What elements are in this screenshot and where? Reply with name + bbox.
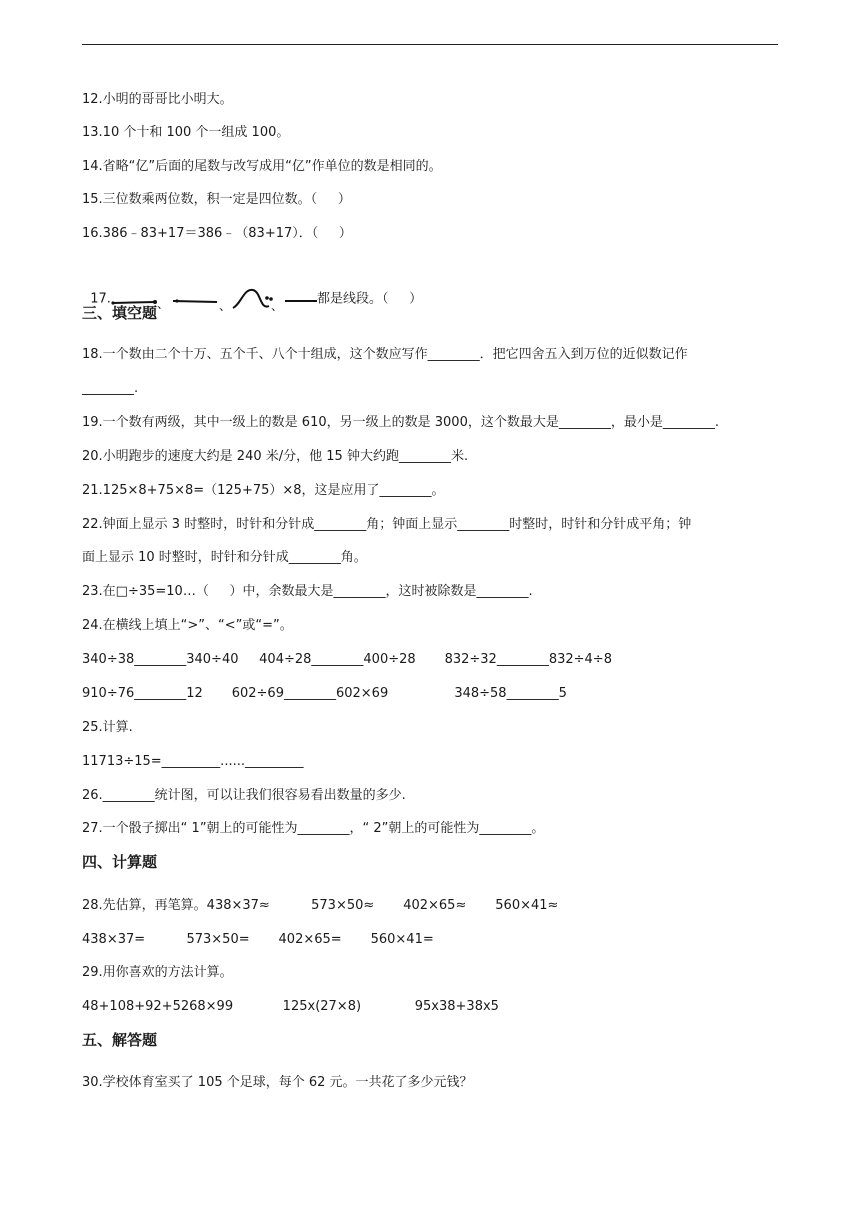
question-16: 16.386﹣83+17＝386﹣（83+17）．（ ） bbox=[82, 226, 352, 241]
question-28: 28.先估算，再笔算。438×37≈ 573×50≈ 402×65≈ 560×41≈ bbox=[82, 898, 559, 913]
question-24-row-2: 910÷76________12 602÷69________602×69 348÷58________5 bbox=[82, 686, 567, 701]
question-17-text: 都是线段。（ ） bbox=[316, 291, 423, 307]
question-15: 15.三位数乘两位数，积一定是四位数。（ ） bbox=[82, 192, 351, 207]
question-29: 29.用你喜欢的方法计算。 bbox=[82, 965, 233, 980]
question-17-number: 17. bbox=[90, 291, 111, 307]
question-30: 30.学校体育室买了 105 个足球，每个 62 元。一共花了多少元钱？ bbox=[82, 1075, 473, 1090]
section-heading-word-problems: 五、解答题 bbox=[82, 1031, 158, 1049]
header-rule bbox=[82, 44, 778, 45]
question-20: 20.小明跑步的速度大约是 240 米/分，他 15 钟大约跑________米. bbox=[82, 449, 469, 464]
question-18: 18.一个数由二个十万、五个千、八个十组成，这个数应写作________．把它四舍五入到万位的近似数记作 bbox=[82, 347, 688, 362]
question-24-row-1: 340÷38________340÷40 404÷28________400÷28 832÷32________832÷4÷8 bbox=[82, 652, 612, 667]
question-21: 21.125×8+75×8=（125+75）×8，这是应用了________。 bbox=[82, 483, 445, 498]
question-22-cont: 面上显示 10 时整时，时针和分针成________角。 bbox=[82, 550, 367, 565]
question-23: 23.在□÷35=10…（ ）中，余数最大是________，这时被除数是________. bbox=[82, 584, 533, 599]
question-22: 22.钟面上显示 3 时整时，时针和分针成________角；钟面上显示________时整时，时针和分针成平角；钟 bbox=[82, 517, 692, 532]
figure-curve bbox=[233, 290, 269, 308]
curve-point-1 bbox=[265, 296, 269, 300]
question-18-cont: ________. bbox=[82, 381, 139, 396]
separator-1: 、 bbox=[156, 297, 169, 311]
question-25-expression: 11713÷15=_________......_________ bbox=[82, 754, 304, 769]
question-29-row: 48+108+92+5268×99 125x(27×8) 95x38+38x5 bbox=[82, 999, 499, 1014]
question-17 bbox=[82, 260, 423, 312]
question-14: 14.省略“亿”后面的尾数与改写成用“亿”作单位的数是相同的。 bbox=[82, 159, 442, 174]
question-25: 25.计算. bbox=[82, 720, 133, 735]
separator-3: 、 bbox=[270, 299, 283, 312]
figure-line bbox=[173, 301, 217, 302]
question-27: 27.一个骰子掷出“ 1”朝上的可能性为________，“ 2”朝上的可能性为________。 bbox=[82, 821, 545, 836]
separator-2: 、 bbox=[218, 299, 231, 312]
section-heading-fill-blank: 三、填空题 bbox=[82, 304, 158, 322]
question-28-row: 438×37= 573×50= 402×65= 560×41= bbox=[82, 932, 434, 947]
line-point bbox=[175, 299, 178, 302]
question-24: 24.在横线上填上“>”、“<”或“=”。 bbox=[82, 618, 293, 633]
question-19: 19.一个数有两级，其中一级上的数是 610，另一级上的数是 3000，这个数最大是________，最小是________. bbox=[82, 415, 719, 430]
question-12: 12.小明的哥哥比小明大。 bbox=[82, 92, 233, 107]
section-heading-calculation: 四、计算题 bbox=[82, 853, 158, 871]
question-13: 13.10 个十和 100 个一组成 100。 bbox=[82, 125, 290, 140]
question-26: 26.________统计图，可以让我们很容易看出数量的多少. bbox=[82, 788, 406, 803]
